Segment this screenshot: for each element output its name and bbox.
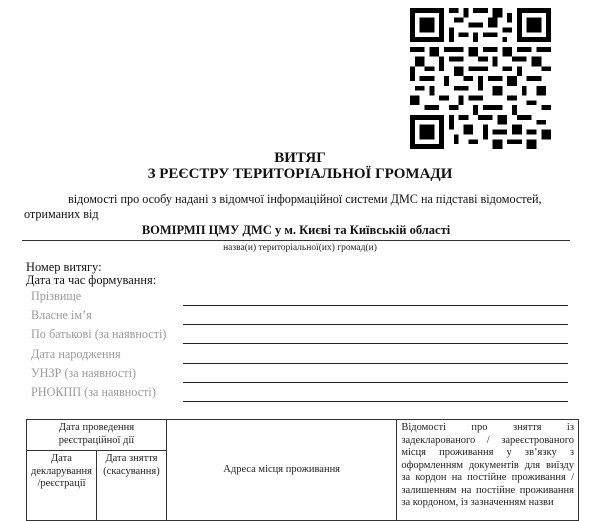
field-label-patronymic: По батькові (за наявності) [31, 327, 167, 341]
header-declaration-date: Дата декларування /реєстрації [27, 451, 97, 521]
header-removal-info: Відомості про зняття із задекларованого / зареєстрованого місця проживання у зв’язку з оформленням документів для виїзду за кордон на постійне проживання / залишенням на постійне проживання за кордоном, із зазначенням назви [397, 420, 579, 521]
document-subtitle: З РЕЄСТРУ ТЕРИТОРІАЛЬНОЇ ГРОМАДИ [147, 166, 453, 182]
creation-datetime-label: Дата та час формування: [26, 273, 157, 287]
header-registration-action-date: Дата проведення реєстраційної дії [27, 420, 167, 451]
field-label-unzr: УНЗР (за наявності) [31, 366, 137, 380]
field-label-rnokpp: РНОКПП (за наявності) [31, 385, 156, 399]
field-line-patronymic [183, 343, 568, 344]
organization-underline [22, 240, 570, 241]
organization-name: ВОМІРМП ЦМУ ДМС у м. Києві та Київській області [141, 223, 451, 237]
intro-line-2: отриманих від [24, 207, 99, 221]
header-removal-date: Дата зняття (скасування) [96, 451, 166, 521]
field-label-given-name: Власне ім’я [31, 308, 92, 322]
header-address: Адреса місця проживання [166, 420, 396, 521]
field-line-rnokpp [183, 401, 568, 402]
registration-table [26, 419, 579, 521]
qr-code-icon [410, 8, 551, 149]
document-title: ВИТЯГ [274, 150, 326, 166]
field-line-given-name [183, 324, 568, 325]
organization-caption: назва(и) територіальної(их) громад(и) [223, 243, 377, 253]
creation-datetime [26, 274, 156, 287]
field-line-birth-date [183, 363, 568, 364]
field-label-birth-date: Дата народження [31, 347, 121, 361]
field-label-surname: Прізвище [31, 289, 82, 303]
field-line-unzr [183, 382, 568, 383]
extract-number-label: Номер витягу: [26, 260, 102, 274]
field-line-surname [183, 305, 568, 306]
intro-line-1: відомості про особу надані з відомчої інформаційної системи ДМС на підставі відомостей, [68, 192, 542, 206]
intro-text [24, 192, 576, 222]
